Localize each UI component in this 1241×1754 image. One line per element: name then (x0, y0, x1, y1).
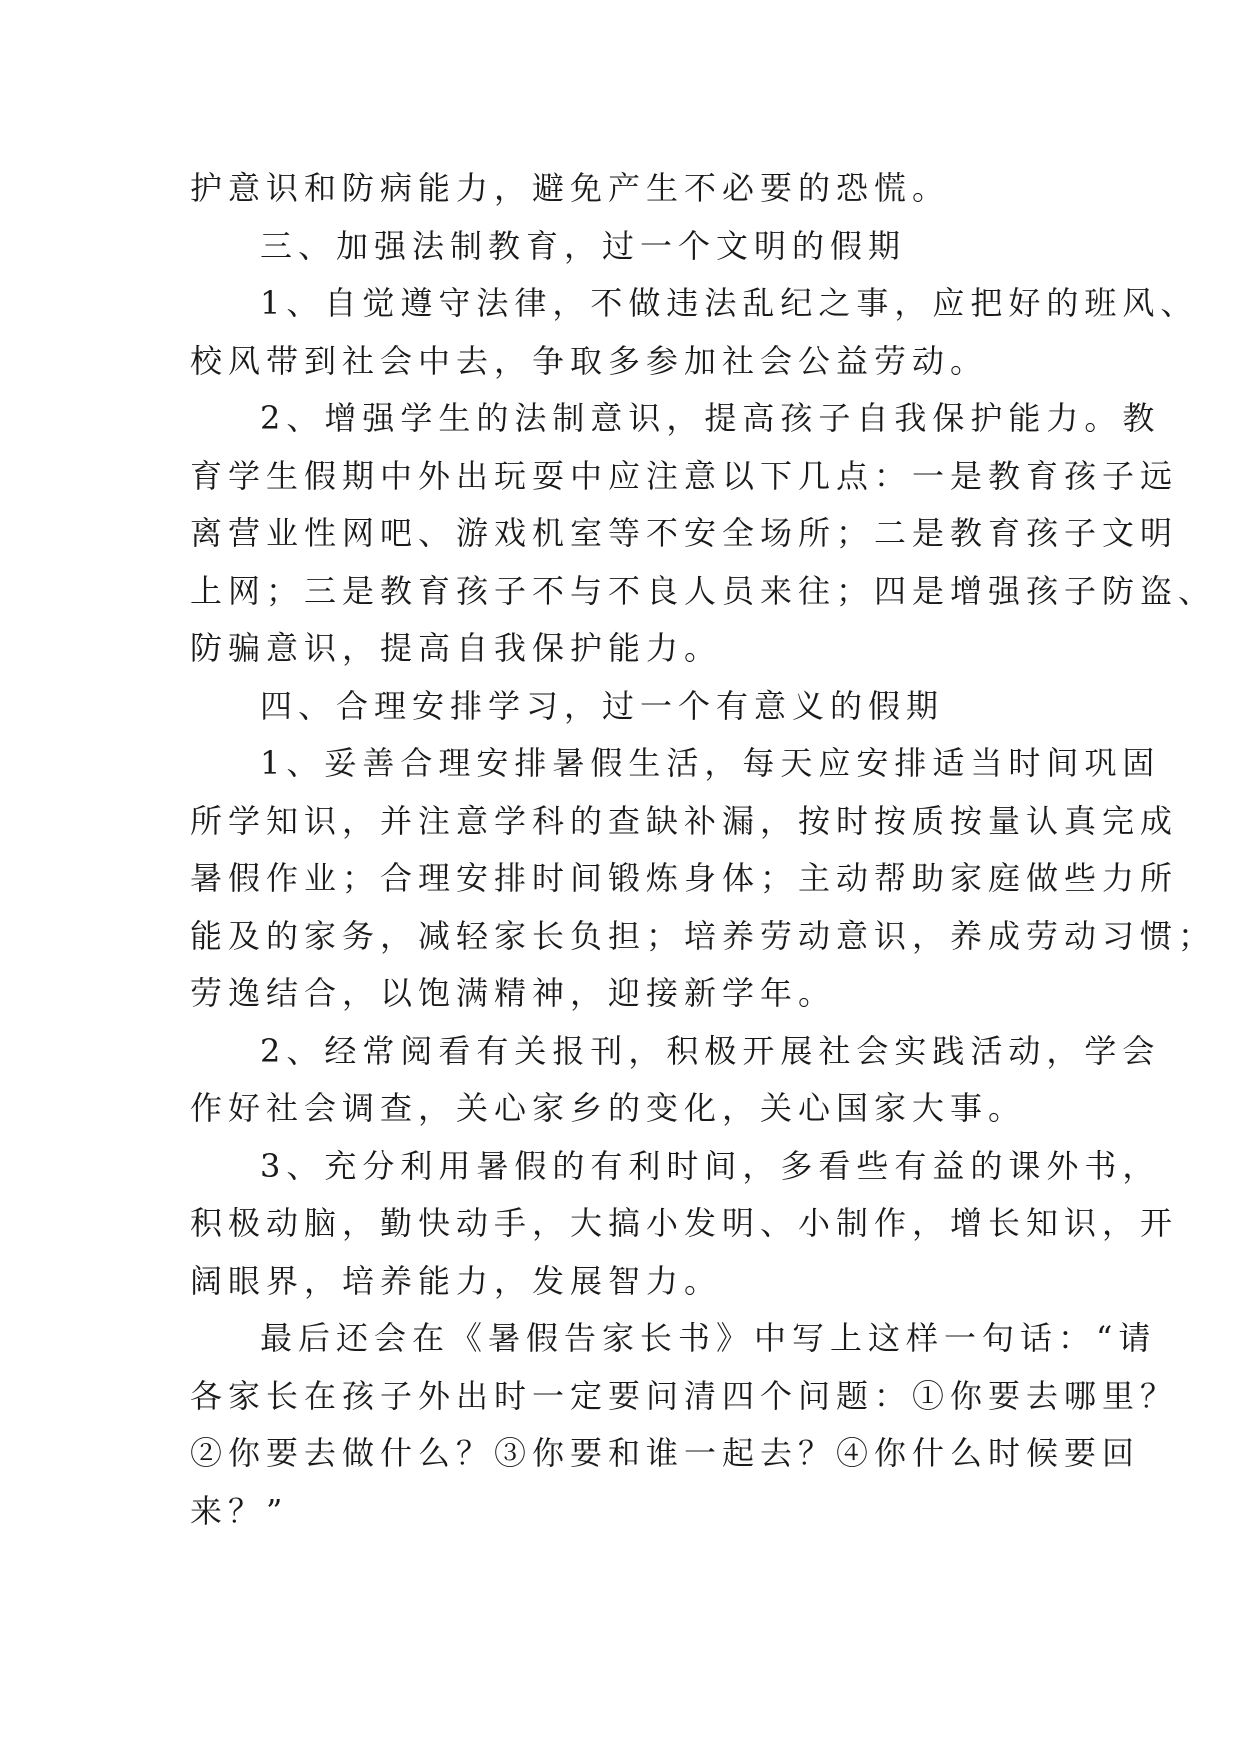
text-line: 校风带到社会中去，争取多参加社会公益劳动。 (190, 341, 989, 380)
section-heading: 四、合理安排学习，过一个有意义的假期 (260, 686, 945, 725)
text-line: 上网；三是教育孩子不与不良人员来往；四是增强孩子防盗、 (190, 571, 1217, 610)
text-line: 劳逸结合，以饱满精神，迎接新学年。 (190, 974, 837, 1012)
text-line: 能及的家务，减轻家长负担；培养劳动意识，养成劳动习惯； (190, 916, 1217, 955)
text-line: 3、充分利用暑假的有利时间，多看些有益的课外书， (260, 1146, 1161, 1185)
text-line: 护意识和防病能力，避免产生不必要的恐慌。 (190, 169, 951, 207)
text-line: 阔眼界，培养能力，发展智力。 (190, 1261, 723, 1300)
text-line: 防骗意识，提高自我保护能力。 (190, 629, 723, 667)
text-line: 育学生假期中外出玩耍中应注意以下几点：一是教育孩子远 (190, 456, 1179, 495)
text-line: 各家长在孩子外出时一定要问清四个问题：①你要去哪里？ (190, 1376, 1179, 1415)
body-text (190, 160, 1217, 1540)
text-line: 所学知识，并注意学科的查缺补漏，按时按质按量认真完成 (190, 801, 1179, 840)
text-line: 1、自觉遵守法律，不做违法乱纪之事，应把好的班风、 (260, 284, 1199, 322)
text-line: 最后还会在《暑假告家长书》中写上这样一句话：“请 (260, 1319, 1157, 1357)
text-line: 暑假作业；合理安排时间锻炼身体；主动帮助家庭做些力所 (190, 859, 1179, 897)
text-line: 来？” (190, 1491, 289, 1530)
section-heading: 三、加强法制教育，过一个文明的假期 (260, 226, 907, 265)
text-line: 积极动脑，勤快动手，大搞小发明、小制作，增长知识，开 (190, 1204, 1179, 1242)
text-line: 2、经常阅看有关报刊，积极开展社会实践活动，学会 (260, 1031, 1161, 1070)
text-line: 作好社会调查，关心家乡的变化，关心国家大事。 (190, 1089, 1027, 1127)
text-line: 2、增强学生的法制意识，提高孩子自我保护能力。教 (260, 399, 1161, 437)
text-line: 1、妥善合理安排暑假生活，每天应安排适当时间巩固 (260, 744, 1161, 782)
text-line: ②你要去做什么？③你要和谁一起去？④你什么时候要回 (190, 1434, 1141, 1472)
text-line: 离营业性网吧、游戏机室等不安全场所；二是教育孩子文明 (190, 514, 1179, 552)
